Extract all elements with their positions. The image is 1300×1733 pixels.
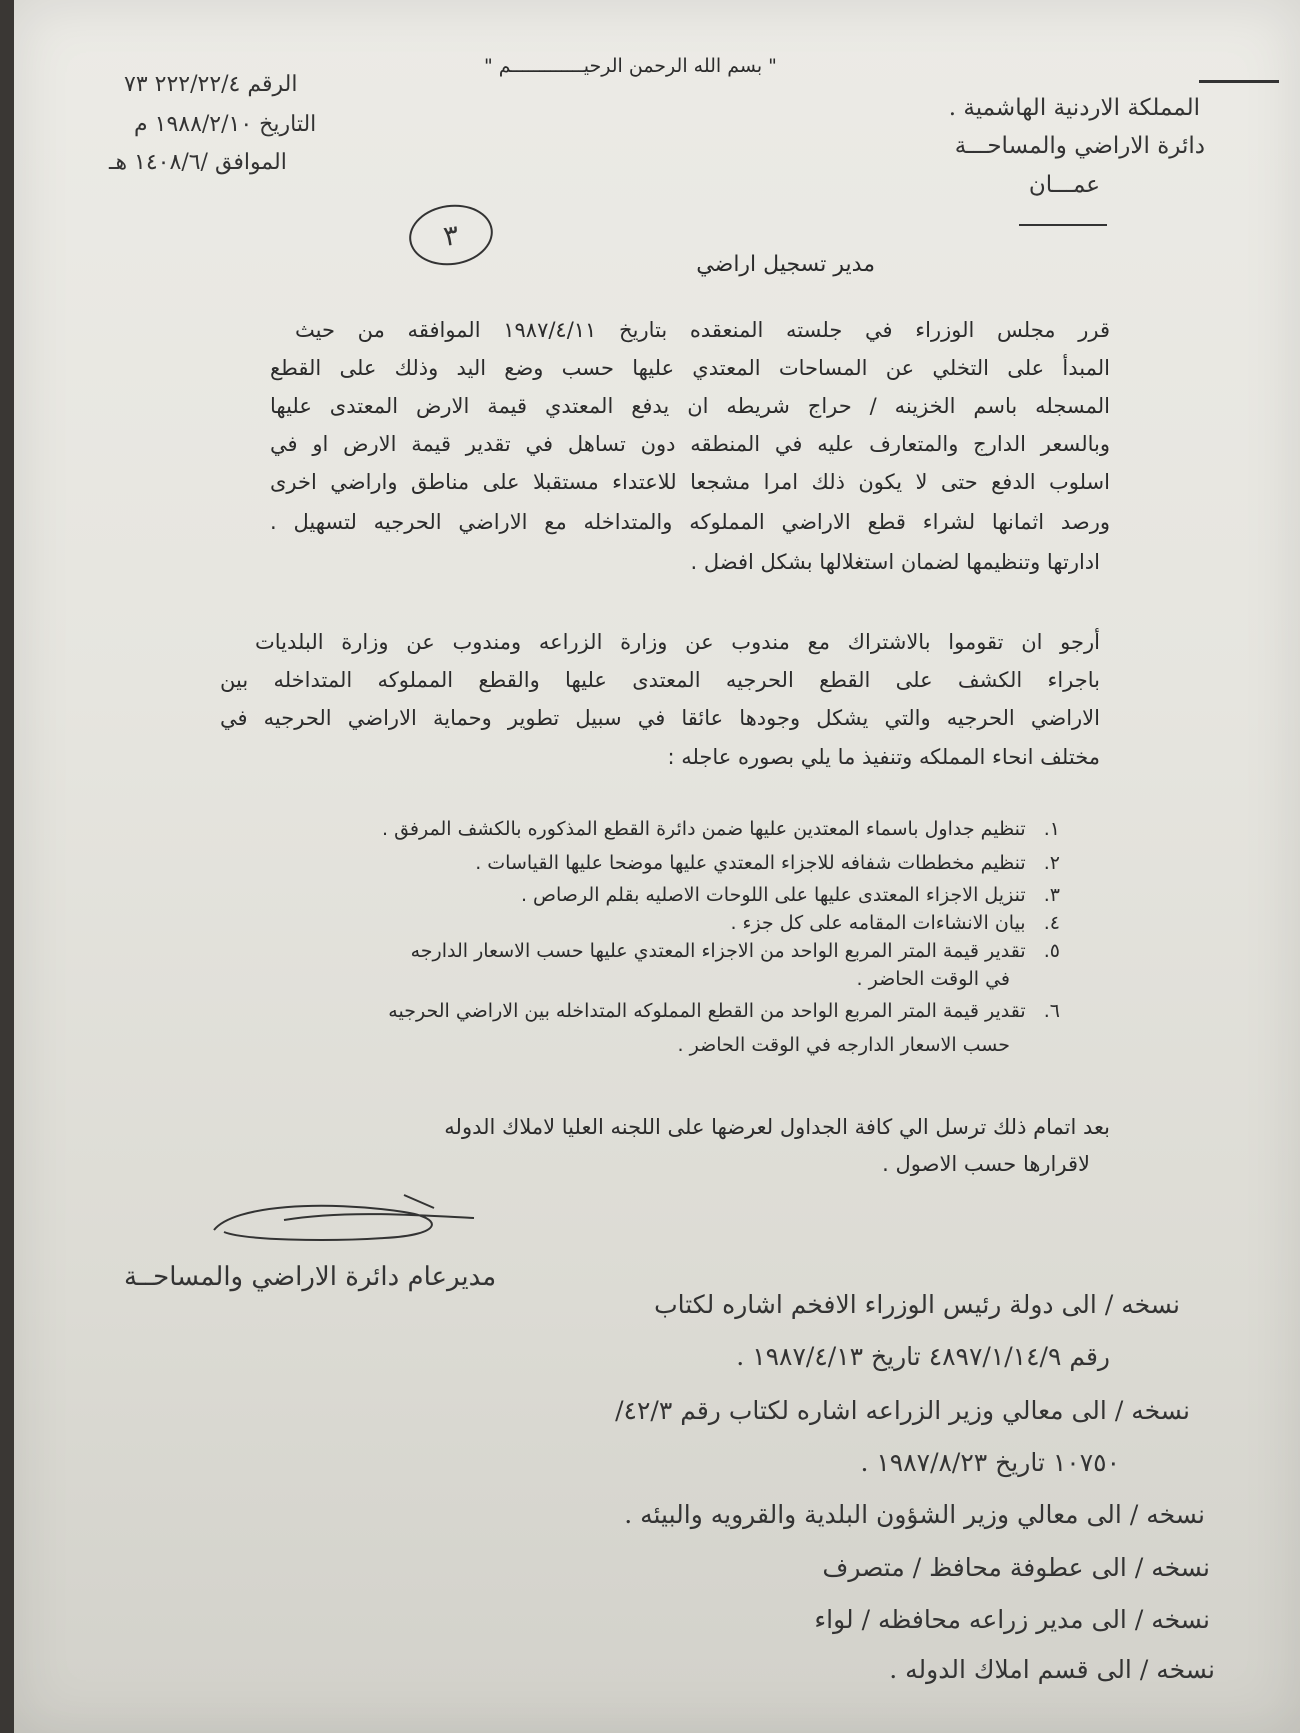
- ref-date-value: ١٩٨٨/٢/١٠ م: [134, 112, 253, 137]
- paragraph-line: ادارتها وتنظيمها لضمان استغلالها بشكل افضل .: [690, 550, 1100, 574]
- paragraph-line: مختلف انحاء المملكه وتنفيذ ما يلي بصوره عاجله :: [667, 745, 1100, 769]
- circled-number-stamp: [405, 199, 497, 270]
- closing-line: لاقرارها حسب الاصول .: [882, 1152, 1090, 1176]
- list-item-text: تقدير قيمة المتر المربع الواحد من القطع المملوكه المتداخله بين الاراضي الحرجيه: [388, 1000, 1026, 1022]
- closing-line: بعد اتمام ذلك ترسل الي كافة الجداول لعرضها على اللجنه العليا لاملاك الدوله: [444, 1115, 1110, 1139]
- sender-underline: [1019, 224, 1107, 226]
- signature-title: مديرعام دائرة الاراضي والمساحــة: [124, 1262, 497, 1292]
- list-item-text: تقدير قيمة المتر المربع الواحد من الاجزاء المعتدي عليها حسب الاسعار الدارجه: [410, 940, 1026, 962]
- list-item-text: بيان الانشاءات المقامه على كل جزء .: [730, 912, 1026, 934]
- list-item-text: تنظيم جداول باسماء المعتدين عليها ضمن دائرة القطع المذكوره بالكشف المرفق .: [382, 818, 1026, 840]
- list-item: [382, 818, 1060, 840]
- paragraph-line: ورصد اثمانها لشراء قطع الاراضي المملوكه والمتداخله مع الاراضي الحرجيه لتسهيل .: [270, 510, 1110, 534]
- copy-line: ١٠٧٥٠ تاريخ ١٩٨٧/٨/٢٣ .: [860, 1448, 1120, 1477]
- bismillah-heading: " بسم الله الرحمن الرحيـــــــــــــم ": [484, 55, 777, 77]
- list-item-number: ٢.: [1043, 852, 1060, 874]
- ref-hijri-label: الموافق: [214, 150, 287, 175]
- copy-line: نسخه / الى قسم املاك الدوله .: [889, 1655, 1215, 1684]
- paragraph-line: قرر مجلس الوزراء في جلسته المنعقده بتاريخ ١٩٨٧/٤/١١ الموافقه من حيث: [295, 318, 1110, 342]
- paragraph-line: أرجو ان تقوموا بالاشتراك مع مندوب عن وزارة الزراعه ومندوب عن وزارة البلديات: [255, 630, 1100, 654]
- sender-line-2: دائرة الاراضي والمساحـــة: [954, 133, 1205, 159]
- list-item-number: ٤.: [1043, 912, 1060, 934]
- list-item-continuation: حسب الاسعار الدارجه في الوقت الحاضر .: [677, 1034, 1010, 1056]
- list-item-continuation: في الوقت الحاضر .: [856, 968, 1010, 990]
- paragraph-line: وبالسعر الدارج والمتعارف عليه في المنطقه دون تساهل في تقدير قيمة الارض او في: [270, 432, 1110, 456]
- handwritten-signature: [204, 1190, 494, 1260]
- letter-page: [14, 0, 1300, 1733]
- copy-line: نسخه / الى عطوفة محافظ / متصرف: [822, 1553, 1210, 1582]
- list-item-number: ٦.: [1043, 1000, 1060, 1022]
- list-item-text: تنزيل الاجزاء المعتدى عليها على اللوحات الاصليه بقلم الرصاص .: [520, 884, 1026, 906]
- paragraph-line: باجراء الكشف على القطع الحرجيه المعتدى عليها والقطع المملوكه المتداخله بين: [220, 668, 1100, 692]
- ref-date-label: التاريخ: [259, 112, 317, 137]
- paragraph-line: المسجله باسم الخزينه / حراج شريطه ان يدفع المعتدي قيمة الارض المعتدى عليها: [270, 394, 1110, 418]
- list-item-number: ١.: [1043, 818, 1060, 840]
- top-right-mark: [1199, 80, 1279, 83]
- ref-hijri: [109, 150, 287, 175]
- ref-number-label: الرقم: [247, 72, 298, 97]
- list-item: [411, 940, 1060, 962]
- paragraph-line: اسلوب الدفع حتى لا يكون ذلك امرا مشجعا للاعتداء مستقبلا على مناطق واراضي اخرى: [270, 470, 1110, 494]
- copy-line: نسخه / الى دولة رئيس الوزراء الافخم اشاره لكتاب: [654, 1290, 1180, 1319]
- sender-line-3: عمـــان: [1028, 172, 1100, 198]
- list-item-number: ٣.: [1043, 884, 1060, 906]
- list-item: [388, 1000, 1060, 1022]
- list-item: [521, 884, 1060, 906]
- list-item: [475, 852, 1060, 874]
- ref-date: [134, 112, 316, 137]
- list-item-text: تنظيم مخططات شفافه للاجزاء المعتدي عليها موضحا عليها القياسات .: [475, 852, 1026, 874]
- paragraph-line: المبدأ على التخلي عن المساحات المعتدي عليها حسب وضع اليد وذلك على القطع: [270, 356, 1110, 380]
- ref-number-value: ٢٢٢/٢٢/٤ ٧٣: [124, 72, 241, 97]
- copy-line: نسخه / الى مدير زراعه محافظه / لواء: [814, 1605, 1210, 1634]
- ref-hijri-value: /١٤٠٨/٦ هـ: [109, 150, 208, 175]
- copy-line: رقم ٤٨٩٧/١/١٤/٩ تاريخ ١٩٨٧/٤/١٣ .: [736, 1342, 1110, 1371]
- copy-line: نسخه / الى معالي وزير الشؤون البلدية والقرويه والبيئه .: [624, 1500, 1205, 1529]
- list-item-number: ٥.: [1043, 940, 1060, 962]
- copy-line: نسخه / الى معالي وزير الزراعه اشاره لكتاب رقم ٤٢/٣/: [615, 1396, 1190, 1425]
- ref-number: [124, 72, 298, 97]
- list-item: [730, 912, 1060, 934]
- paragraph-line: الاراضي الحرجيه والتي يشكل وجودها عائقا في سبيل تطوير وحماية الاراضي الحرجيه في: [220, 706, 1100, 730]
- addressee: مدير تسجيل اراضي: [696, 252, 875, 277]
- stamp-number: ٣: [441, 217, 461, 253]
- sender-line-1: المملكة الاردنية الهاشمية .: [948, 95, 1200, 121]
